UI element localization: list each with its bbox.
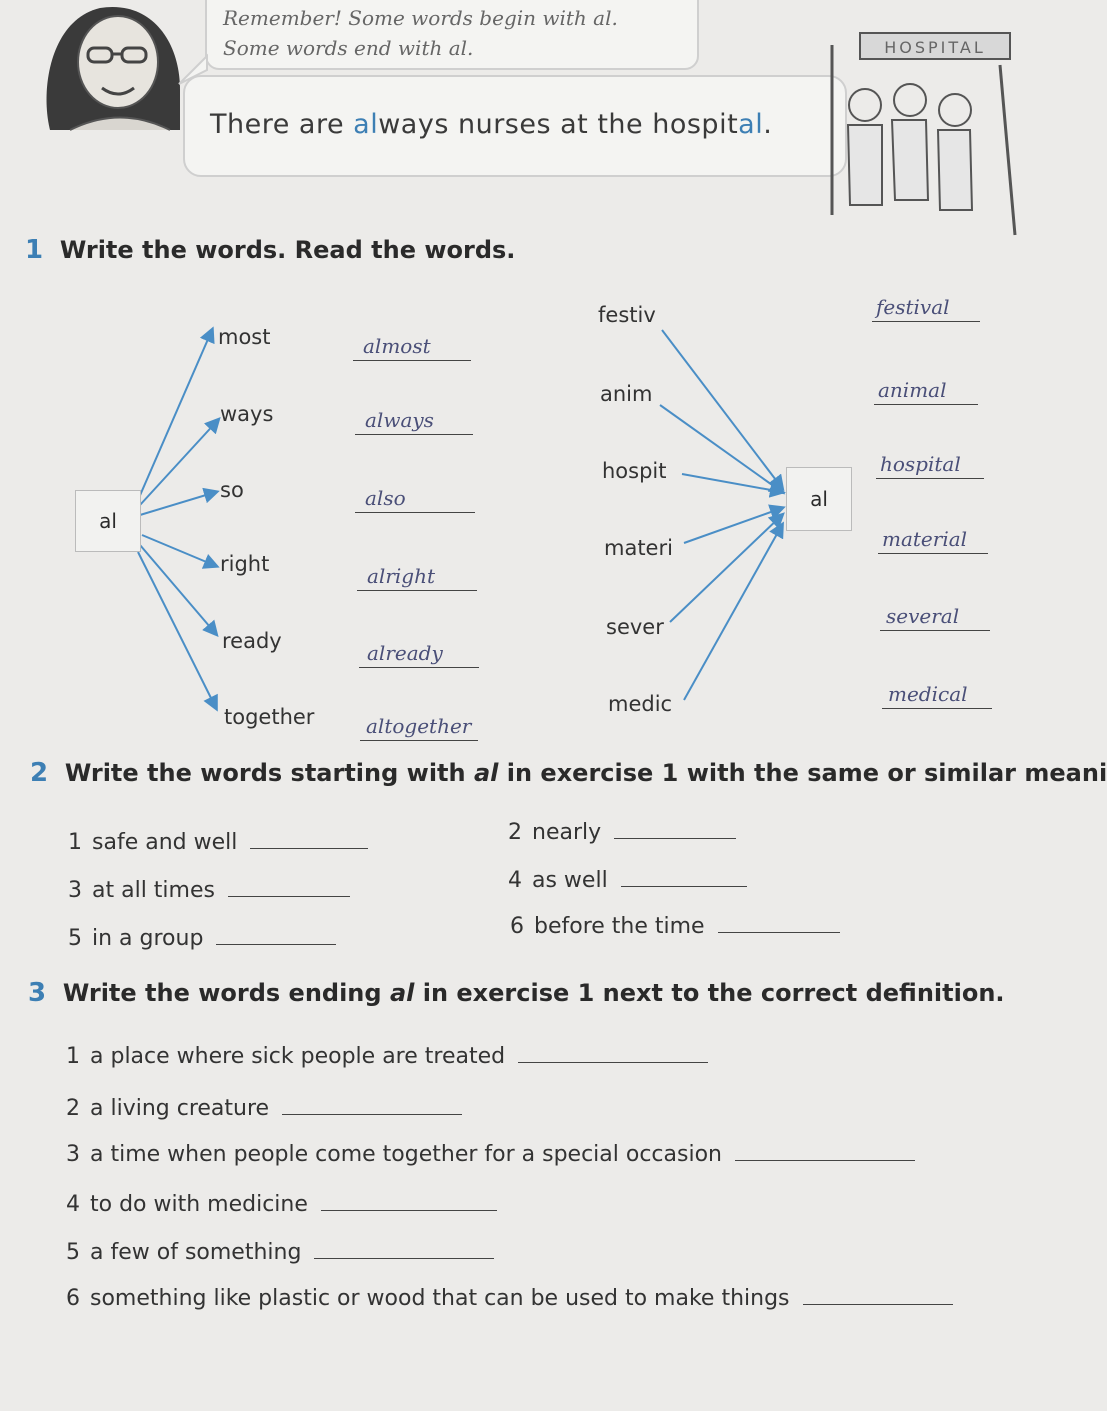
- answer-line-almost[interactable]: [353, 336, 471, 361]
- answer-line-material[interactable]: [878, 529, 988, 554]
- ex3-title-em: al: [389, 979, 415, 1007]
- ex2-item-5: [68, 924, 336, 951]
- ex2-item-3-answer-line[interactable]: [228, 876, 350, 897]
- ex3-item-5-answer-line[interactable]: [314, 1238, 494, 1259]
- answer-medical: medical: [888, 682, 968, 706]
- ex2-item-5-text: in a group: [92, 926, 204, 951]
- left-word-ready: ready: [222, 629, 282, 653]
- left-word-together: together: [224, 705, 315, 729]
- ex3-item-2-number: 2: [66, 1096, 80, 1121]
- ex3-number: 3: [28, 978, 47, 1008]
- arrow-from-anim: [660, 405, 782, 492]
- answer-line-animal[interactable]: [874, 380, 978, 405]
- ex3-title-start: Write the words ending: [62, 979, 390, 1007]
- ex2-item-2: [508, 818, 736, 845]
- right-word-sever: sever: [606, 615, 664, 639]
- left-word-right: right: [220, 552, 270, 576]
- ex2-item-2-text: nearly: [532, 820, 602, 845]
- right-word-medic: medic: [608, 692, 673, 716]
- ex2-item-1-answer-line[interactable]: [250, 828, 368, 849]
- ex3-item-1-text: a place where sick people are treated: [90, 1044, 506, 1069]
- ex3-item-1-number: 1: [66, 1044, 80, 1069]
- al-hub-right: al: [786, 467, 852, 531]
- answer-animal: animal: [878, 378, 947, 402]
- ex3-item-3-answer-line[interactable]: [735, 1140, 915, 1161]
- ex2-item-4-number: 4: [508, 868, 522, 893]
- answer-line-hospital[interactable]: [876, 454, 984, 479]
- arrow-to-ways: [140, 420, 218, 505]
- ex3-item-4-answer-line[interactable]: [321, 1190, 497, 1211]
- ex2-item-3: [68, 876, 350, 903]
- ex2-item-5-number: 5: [68, 926, 82, 951]
- ex3-item-1: [66, 1042, 708, 1069]
- rule-line-2: Some words end with al.: [223, 36, 474, 60]
- ex3-item-5-text: a few of something: [90, 1240, 302, 1265]
- ex2-item-1-text: safe and well: [92, 830, 238, 855]
- arrow-from-festiv: [662, 330, 782, 488]
- ex2-item-2-number: 2: [508, 820, 522, 845]
- ex2-item-2-answer-line[interactable]: [614, 818, 736, 839]
- answer-several: several: [886, 604, 960, 628]
- ex1-number: 1: [25, 235, 44, 265]
- answer-altogether: altogether: [366, 714, 472, 738]
- ex2-title-end: in exercise 1 with the same or similar meani: [498, 759, 1107, 787]
- arrow-from-hospit: [682, 474, 782, 492]
- arrow-from-materi: [684, 508, 782, 543]
- ex3-item-5: [66, 1238, 494, 1265]
- ex3-item-4-text: to do with medicine: [90, 1192, 308, 1217]
- example-text-3: .: [763, 109, 773, 140]
- ex2-title-em: al: [473, 759, 499, 787]
- ex2-item-1: [68, 828, 368, 855]
- answer-already: already: [367, 641, 443, 665]
- right-word-materi: materi: [604, 536, 673, 560]
- right-word-anim: anim: [600, 382, 653, 406]
- ex2-item-1-number: 1: [68, 830, 82, 855]
- answer-always: always: [365, 408, 434, 432]
- ex2-item-6-number: 6: [510, 914, 524, 939]
- arrow-to-together: [138, 552, 216, 708]
- ex2-item-6-text: before the time: [534, 914, 705, 939]
- answer-line-several[interactable]: [880, 606, 990, 631]
- answer-hospital: hospital: [880, 452, 961, 476]
- answer-line-also[interactable]: [355, 488, 475, 513]
- example-highlight-1: al: [353, 109, 379, 140]
- ex2-number: 2: [30, 758, 49, 788]
- left-word-most: most: [218, 325, 271, 349]
- answer-alright: alright: [367, 564, 435, 588]
- left-word-so: so: [220, 478, 244, 502]
- ex3-item-1-answer-line[interactable]: [518, 1042, 708, 1063]
- ex3-item-6: [66, 1284, 953, 1311]
- ex2-item-5-answer-line[interactable]: [216, 924, 336, 945]
- answer-material: material: [882, 527, 968, 551]
- ex3-item-3-text: a time when people come together for a special occasion: [90, 1142, 722, 1167]
- ex2-item-4: [508, 866, 747, 893]
- ex3-item-2-answer-line[interactable]: [282, 1094, 462, 1115]
- answer-line-alright[interactable]: [357, 566, 477, 591]
- left-word-ways: ways: [220, 402, 274, 426]
- ex2-item-4-answer-line[interactable]: [621, 866, 747, 887]
- answer-almost: almost: [363, 334, 431, 358]
- ex3-item-2-text: a living creature: [90, 1096, 270, 1121]
- ex2-item-6: [510, 912, 840, 939]
- ex1-title: Write the words. Read the words.: [59, 236, 516, 264]
- answer-line-always[interactable]: [355, 410, 473, 435]
- ex2-item-3-number: 3: [68, 878, 82, 903]
- answer-festival: festival: [876, 295, 950, 319]
- ex3-item-6-text: something like plastic or wood that can be used to make things: [90, 1286, 790, 1311]
- al-hub-left: al: [75, 490, 141, 552]
- hospital-sign-text: HOSPITAL: [884, 38, 986, 57]
- answer-line-festival[interactable]: [872, 297, 980, 322]
- ex3-item-5-number: 5: [66, 1240, 80, 1265]
- answer-line-medical[interactable]: [882, 684, 992, 709]
- ex3-item-3: [66, 1140, 915, 1167]
- example-highlight-2: al: [738, 109, 764, 140]
- ex2-item-3-text: at all times: [92, 878, 215, 903]
- ex3-item-6-number: 6: [66, 1286, 80, 1311]
- answer-line-altogether[interactable]: [360, 716, 478, 741]
- ex2-item-4-text: as well: [532, 868, 608, 893]
- arrow-to-ready: [140, 545, 216, 634]
- arrow-from-sever: [670, 515, 782, 622]
- arrow-from-medic: [684, 525, 782, 700]
- arrow-to-so: [140, 492, 216, 515]
- ex3-item-3-number: 3: [66, 1142, 80, 1167]
- ex3-item-4-number: 4: [66, 1192, 80, 1217]
- ex2-item-6-answer-line[interactable]: [718, 912, 840, 933]
- ex3-item-6-answer-line[interactable]: [803, 1284, 953, 1305]
- example-text-2: ways nurses at the hospit: [378, 109, 739, 140]
- example-text-1: There are: [210, 109, 354, 140]
- ex3-heading: [28, 978, 1005, 1008]
- ex3-item-2: [66, 1094, 462, 1121]
- ex2-heading: [30, 758, 1107, 788]
- answer-also: also: [365, 486, 406, 510]
- rule-line-1: Remember! Some words begin with al.: [223, 6, 618, 30]
- arrow-to-most: [138, 330, 212, 500]
- right-word-festiv: festiv: [598, 303, 656, 327]
- right-word-hospit: hospit: [602, 459, 667, 483]
- ex3-title-end: in exercise 1 next to the correct definition.: [414, 979, 1005, 1007]
- ex2-title-start: Write the words starting with: [64, 759, 474, 787]
- ex3-item-4: [66, 1190, 497, 1217]
- answer-line-already[interactable]: [359, 643, 479, 668]
